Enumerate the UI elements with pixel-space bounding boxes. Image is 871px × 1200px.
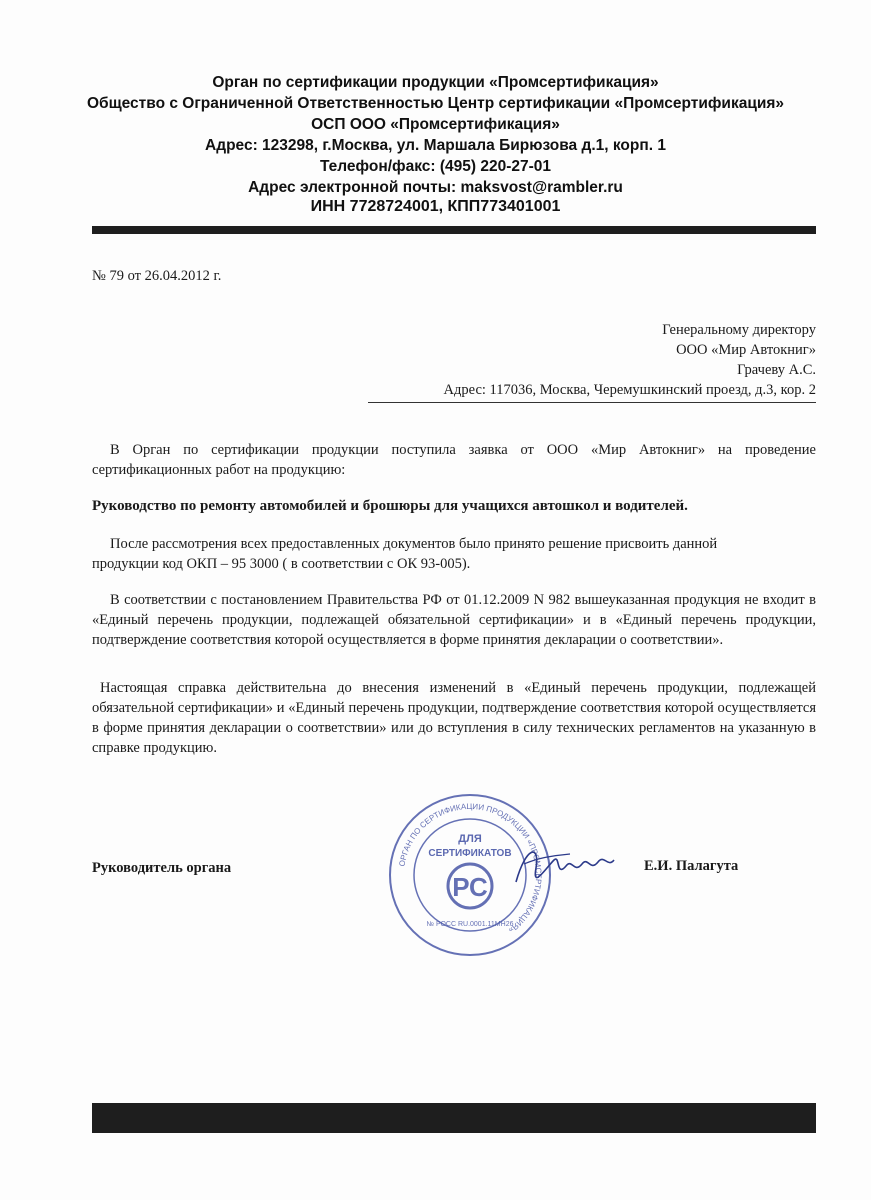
letterhead-phone: Телефон/факс: (495) 220-27-01: [319, 158, 552, 175]
paragraph-decision-line1: После рассмотрения всех предоставленных документов было принято решение присвоить данной: [110, 536, 718, 552]
letterhead-inn: ИНН 7728724001, КПП773401001: [310, 198, 561, 215]
stamp-ring-text: ОРГАН ПО СЕРТИФИКАЦИИ ПРОДУКЦИИ «ПРОМСЕРТИФИКАЦИЯ»: [397, 801, 544, 935]
paragraph-regulation: В соответствии с постановлением Правительства РФ от 01.12.2009 N 982 вышеуказанная продукция не входит в «Единый перечень продукции, подлежащей обязательной сертификации» и в «Единый перечень продукции, подтверждение соответствия которой осуществляется в форме принятия декларации о соответствии».: [92, 592, 816, 648]
paragraph-validity: Настоящая справка действительна до внесения изменений в «Единый перечень продукции, подлежащей обязательной сертификации» и «Единый перечень продукции, подтверждение соответствия которой осуществляется в форме принятия декларации о соответствии» или до вступления в силу технических регламентов на указанную в справке продукцию.: [92, 680, 816, 756]
letterhead-email: Адрес электронной почты: maksvost@rambler.ru: [248, 179, 623, 196]
letterhead-company-name: Общество с Ограниченной Ответственностью Центр сертификации «Промсертификация»: [86, 95, 785, 112]
svg-text:РС: РС: [452, 872, 488, 902]
product-title: Руководство по ремонту автомобилей и брошюры для учащихся автошкол и водителей.: [92, 498, 688, 514]
handwritten-signature: [510, 838, 620, 898]
signatory-role: Руководитель органа: [92, 860, 232, 876]
header-rule: [92, 226, 816, 234]
letterhead-org-name: Орган по сертификации продукции «Промсертификация»: [212, 74, 659, 91]
recipient-company: ООО «Мир Автокниг»: [676, 342, 816, 358]
stamp-top-text: ДЛЯ: [458, 833, 482, 845]
recipient-underline: [368, 402, 816, 403]
stamp-bottom-text: № РОСС RU.0001.11МН26: [426, 921, 514, 928]
recipient-title: Генеральному директору: [662, 322, 816, 338]
recipient-address: Адрес: 117036, Москва, Черемушкинский проезд, д.3, кор. 2: [443, 382, 816, 398]
letterhead-branch: ОСП ООО «Промсертификация»: [311, 116, 560, 133]
paragraph-application: В Орган по сертификации продукции поступила заявка от ООО «Мир Автокниг» на проведение сертификационных работ на продукцию:: [92, 442, 816, 478]
reference-number: № 79 от 26.04.2012 г.: [92, 268, 222, 284]
signatory-name: Е.И. Палагута: [644, 858, 739, 874]
stamp-middle-text: СЕРТИФИКАТОВ: [428, 848, 512, 859]
recipient-name: Грачеву А.С.: [737, 362, 816, 378]
letterhead-address: Адрес: 123298, г.Москва, ул. Маршала Бирюзова д.1, корп. 1: [205, 137, 666, 154]
paragraph-decision-line2: продукции код ОКП – 95 3000 ( в соответствии с ОК 93-005).: [92, 556, 471, 572]
footer-bar: [92, 1103, 816, 1133]
rst-logo-icon: [448, 864, 492, 908]
